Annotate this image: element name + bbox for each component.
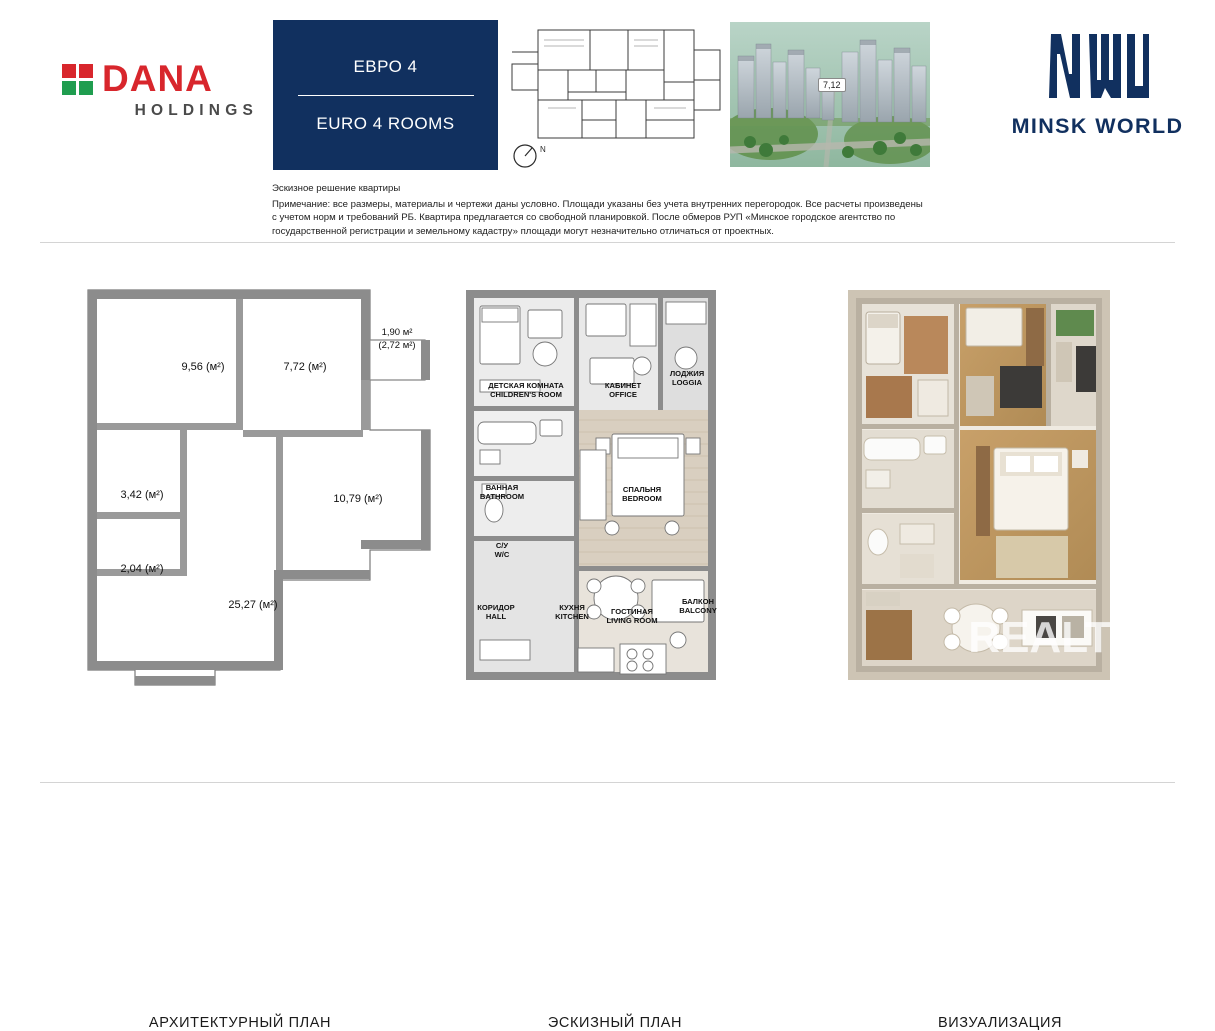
caption-architectural: АРХИТЕКТУРНЫЙ ПЛАН xyxy=(148,1015,332,1031)
room-label-ru: КАБИНЕТ xyxy=(604,381,642,390)
divider xyxy=(298,95,474,96)
area-label: 25,27 (м²) xyxy=(228,599,278,611)
dana-holdings-logo xyxy=(62,60,262,120)
watermark-text: REALT xyxy=(968,613,1112,662)
floor-marker-badge: 7,12 xyxy=(818,78,846,92)
minsk-world-logo xyxy=(1005,30,1190,160)
compass-label: N xyxy=(540,145,546,154)
apartment-type-box xyxy=(273,20,498,170)
architectural-plan-column xyxy=(40,280,440,1031)
note-line-1: Примечание: все размеры, материалы и чертежи даны условно. Площади указаны без учета внутренних перегородок. Все расчеты произведены xyxy=(272,198,923,210)
room-label-ru: КУХНЯ xyxy=(559,603,585,612)
room-label-ru: ГОСТИНАЯ xyxy=(611,607,653,616)
room-label-en: W/C xyxy=(494,550,510,559)
minsk-world-wordmark: MINSK WORLD xyxy=(1011,114,1184,138)
room-label-en: BATHROOM xyxy=(479,492,525,501)
room-label-ru: СПАЛЬНЯ xyxy=(622,485,662,494)
aerial-view-image xyxy=(730,22,930,167)
floor-key-plan xyxy=(508,24,724,144)
room-label-ru: ЛОДЖИЯ xyxy=(669,369,705,378)
room-label-en: CHILDREN'S ROOM xyxy=(490,390,562,399)
note-line-2: с учетом норм и требований РБ. Квартира предлагается со свободной планировкой. После обмеров РУП «Минское городское агентство по xyxy=(272,212,896,223)
visualization-column xyxy=(800,280,1200,1031)
note-line-3: государственной регистрации и земельному кадастру» площади могут незначительно отличаться от проектных. xyxy=(272,225,774,237)
room-label-ru: БАЛКОН xyxy=(681,597,715,606)
visualization-render xyxy=(800,280,1200,700)
room-label-en: BEDROOM xyxy=(622,494,662,503)
divider-bottom xyxy=(40,782,1175,783)
room-label-en: OFFICE xyxy=(609,390,637,399)
area-label: 10,79 (м²) xyxy=(333,493,383,505)
divider-top xyxy=(40,242,1175,243)
room-label-ru: ДЕТСКАЯ КОМНАТА xyxy=(488,381,564,390)
dana-wordmark: DANA xyxy=(102,58,213,99)
area-label: 2,04 (м²) xyxy=(120,563,164,575)
caption-visualization: ВИЗУАЛИЗАЦИЯ xyxy=(937,1015,1063,1031)
area-label: 7,72 (м²) xyxy=(283,361,327,373)
dana-squares-icon xyxy=(62,64,93,95)
apartment-type-ru: ЕВРО 4 xyxy=(353,56,418,76)
compass-icon xyxy=(510,140,560,172)
area-label: 3,42 (м²) xyxy=(120,489,164,501)
room-label-en: KITCHEN xyxy=(555,612,589,621)
mw-monogram-icon xyxy=(1045,30,1150,102)
apartment-type-en: EURO 4 ROOMS xyxy=(316,113,455,133)
area-label: 1,90 м² xyxy=(381,327,413,338)
room-label-en: HALL xyxy=(485,612,507,621)
room-label-en: LIVING ROOM xyxy=(606,616,658,625)
note-block xyxy=(272,182,952,238)
room-label-ru: КОРИДОР xyxy=(477,603,515,612)
note-title: Эскизное решение квартиры xyxy=(272,183,401,194)
room-label-en: BALCONY xyxy=(679,606,717,615)
architectural-plan-drawing xyxy=(40,280,440,700)
area-label: 9,56 (м²) xyxy=(181,361,225,373)
area-label: (2,72 м²) xyxy=(378,340,416,351)
sketch-plan-column xyxy=(420,280,810,1031)
room-label-ru: С/У xyxy=(495,541,509,550)
room-label-ru: ВАННАЯ xyxy=(485,483,519,492)
header xyxy=(0,0,1215,180)
dana-subtitle: HOLDINGS xyxy=(134,102,258,119)
caption-sketch: ЭСКИЗНЫЙ ПЛАН xyxy=(547,1015,683,1031)
room-label-en: LOGGIA xyxy=(672,378,702,387)
sketch-plan-drawing xyxy=(420,280,810,700)
